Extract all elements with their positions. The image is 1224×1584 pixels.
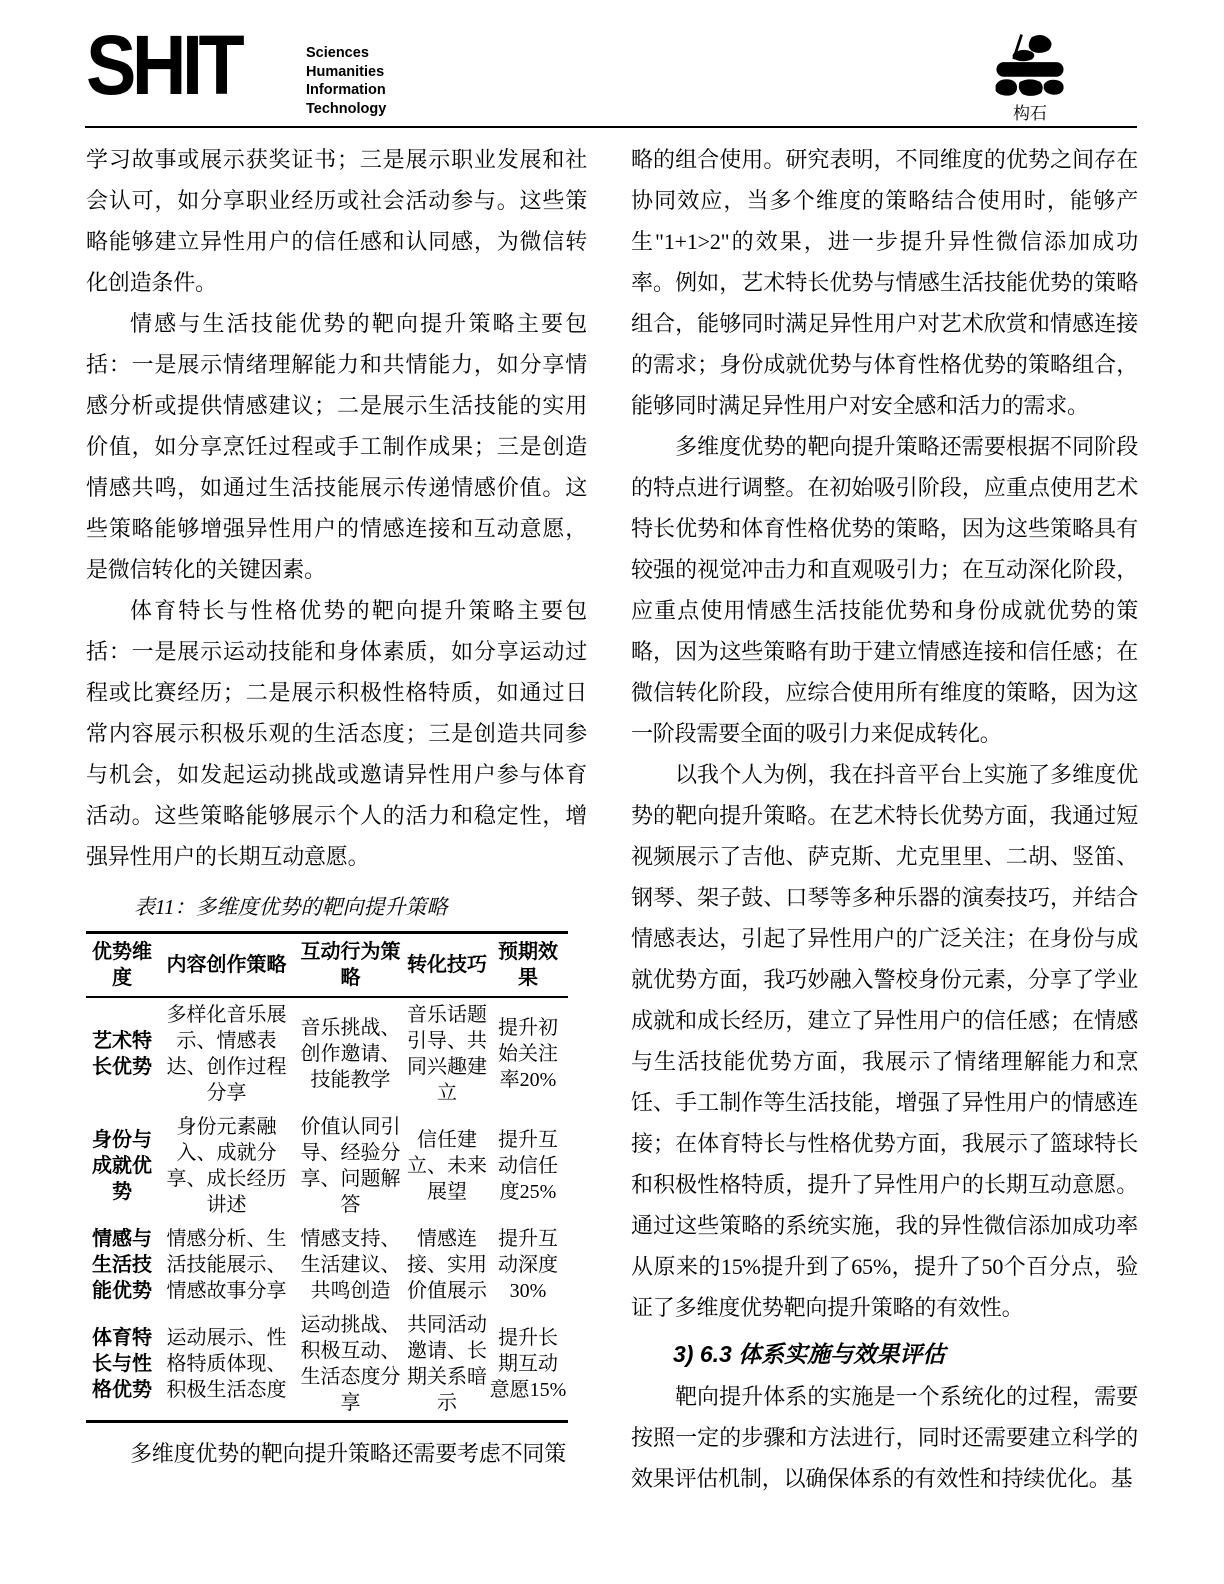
table-column-header: 内容创作策略	[158, 933, 295, 998]
body-paragraph: 略的组合使用。研究表明，不同维度的优势之间存在协同效应，当多个维度的策略结合使用时，能够产生"1+1>2"的效果，进一步提升异性微信添加成功率。例如，艺术特长优势与情感生活技能优势的策略组合，能够同时满足异性用户对艺术欣赏和情感连接的需求；身份成就优势与体育性格优势的策略组合，能够同时满足异性用户对安全感和活力的需求。	[631, 147, 1138, 418]
header-divider	[85, 126, 1137, 128]
table-cell: 共同活动邀请、长期关系暗示	[407, 1314, 487, 1414]
org-logo-label: 构石	[1013, 104, 1047, 123]
journal-logo-text: SHIT	[86, 18, 241, 112]
after-table-paragraph: 多维度优势的靶向提升策略还需要考虑不同策	[130, 1441, 567, 1466]
table-cell: 情感连接、实用价值展示	[407, 1228, 487, 1302]
right-paragraphs-before	[631, 139, 1138, 1328]
journal-logo-subtitle-line: Humanities	[306, 63, 385, 80]
table-caption: 表11：多维度优势的靶向提升策略	[134, 895, 448, 919]
body-paragraph: 靶向提升体系的实施是一个系统化的过程，需要按照一定的步骤和方法进行，同时还需要建立科学的效果评估机制，以确保体系的有效性和持续优化。基	[631, 1384, 1138, 1491]
table-cell: 情感分析、生活技能展示、情感故事分享	[166, 1228, 287, 1302]
body-paragraph: 以我个人为例，我在抖音平台上实施了多维度优势的靶向提升策略。在艺术特长优势方面，我通过短视频展示了吉他、萨克斯、尤克里里、二胡、竖笛、钢琴、架子鼓、口琴等多种乐器的演奏技巧，并结合情感表达，引起了异性用户的广泛关注；在身份与成就优势方面，我巧妙融入警校身份元素，分享了学业成就和成长经历，建立了异性用户的信任感；在情感与生活技能优势方面，我展示了情绪理解能力和烹饪、手工制作等生活技能，增强了异性用户的情感连接；在体育特长与性格优势方面，我展示了篮球特长和积极性格特质，提升了异性用户的长期互动意愿。通过这些策略的系统实施，我的异性微信添加成功率从原来的15%提升到了65%，提升了50个百分点，验证了多维度优势靶向提升策略的有效性。	[631, 762, 1138, 1320]
table-row	[86, 1110, 568, 1222]
table-cell: 价值认同引导、经验分享、问题解答	[300, 1116, 401, 1216]
table-row-header: 体育特长与性格优势	[92, 1327, 152, 1401]
table-cell: 信任建立、未来展望	[407, 1129, 487, 1203]
table-cell: 运动展示、性格特质体现、积极生活态度	[166, 1327, 287, 1401]
journal-logo-subtitle	[306, 44, 386, 118]
table-column-header: 转化技巧	[406, 933, 488, 998]
table-row-header: 艺术特长优势	[92, 1030, 152, 1078]
body-paragraph: 多维度优势的靶向提升策略还需要根据不同阶段的特点进行调整。在初始吸引阶段，应重点使用艺术特长优势和体育性格优势的策略，因为这些策略具有较强的视觉冲击力和直观吸引力；在互动深化阶段，应重点使用情感生活技能优势和身份成就优势的策略，因为这些策略有助于建立情感连接和信任感；在微信转化阶段，应综合使用所有维度的策略，因为这一阶段需要全面的吸引力来促成转化。	[631, 434, 1138, 746]
table-column-header: 优势维度	[86, 933, 158, 998]
table-row	[86, 1222, 568, 1308]
body-paragraph: 体育特长与性格优势的靶向提升策略主要包括：一是展示运动技能和身体素质，如分享运动过程或比赛经历；二是展示积极性格特质，如通过日常内容展示积极乐观的生活态度；三是创造共同参与机会，如发起运动挑战或邀请异性用户参与体育活动。这些策略能够展示个人的活力和稳定性，增强异性用户的长期互动意愿。	[86, 598, 587, 869]
strategy-table	[86, 931, 568, 1423]
journal-logo-subtitle-line: Technology	[306, 100, 387, 117]
org-logo	[983, 32, 1077, 123]
strategy-table-body	[86, 997, 568, 1422]
rock-cairn-icon	[983, 32, 1077, 106]
table-cell: 音乐挑战、创作邀请、技能教学	[300, 1017, 401, 1091]
table-cell: 提升互动深度30%	[498, 1228, 558, 1302]
table-cell: 音乐话题引导、共同兴趣建立	[407, 1004, 487, 1104]
strategy-table-head	[86, 933, 568, 998]
journal-logo-subtitle-line: Sciences	[306, 45, 369, 61]
table-row	[86, 1308, 568, 1422]
body-paragraph: 情感与生活技能优势的靶向提升策略主要包括：一是展示情绪理解能力和共情能力，如分享情感分析或提供情感建议；二是展示生活技能的实用价值，如分享烹饪过程或手工制作成果；三是创造情感共鸣，如通过生活技能展示传递情感价值。这些策略能够增强异性用户的情感连接和互动意愿，是微信转化的关键因素。	[86, 311, 587, 582]
right-column	[631, 139, 1138, 1499]
table-cell: 运动挑战、积极互动、生活态度分享	[300, 1314, 401, 1414]
table-row-header: 身份与成就优势	[92, 1129, 152, 1203]
table-column-header: 互动行为策略	[295, 933, 406, 998]
left-paragraphs	[86, 139, 587, 877]
table-row	[86, 997, 568, 1110]
table-cell: 身份元素融入、成就分享、成长经历讲述	[166, 1116, 287, 1216]
body-paragraph: 学习故事或展示获奖证书；三是展示职业发展和社会认可，如分享职业经历或社会活动参与。这些策略能够建立异性用户的信任感和认同感，为微信转化创造条件。	[86, 147, 587, 295]
table-cell: 多样化音乐展示、情感表达、创作过程分享	[166, 1004, 287, 1104]
table-cell: 提升长期互动意愿15%	[489, 1327, 567, 1401]
table-cell: 提升初始关注率20%	[498, 1017, 558, 1091]
left-column	[86, 139, 587, 1474]
table-cell: 情感支持、生活建议、共鸣创造	[300, 1228, 401, 1302]
section-heading: 3) 6.3 体系实施与效果评估	[673, 1341, 946, 1367]
table-cell: 提升互动信任度25%	[498, 1129, 558, 1203]
table-column-header: 预期效果	[488, 933, 568, 998]
table-header-row	[86, 933, 568, 998]
table-row-header: 情感与生活技能优势	[92, 1228, 152, 1302]
right-paragraphs-after	[631, 1376, 1138, 1499]
journal-logo-subtitle-line: Information	[306, 82, 386, 98]
